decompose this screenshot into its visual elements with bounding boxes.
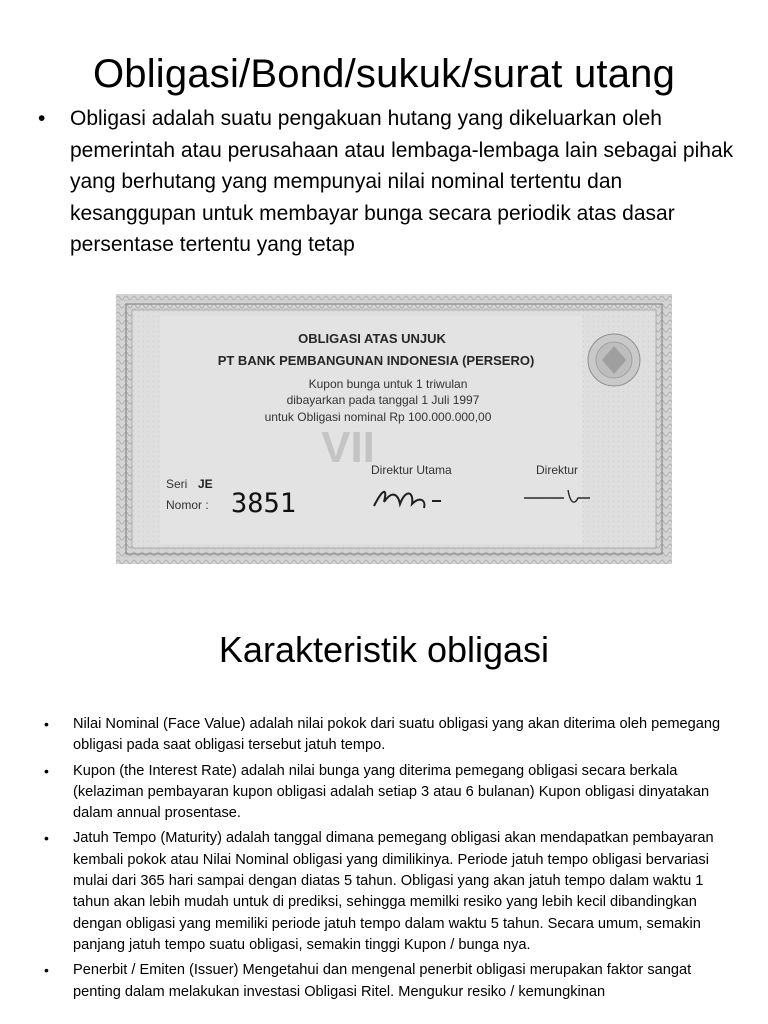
bullet-icon: • xyxy=(44,716,49,732)
certificate-line-3: untuk Obligasi nominal Rp 100.000.000,00 xyxy=(264,410,492,424)
list-item-text: Jatuh Tempo (Maturity) adalah tanggal dimana pemegang obligasi akan mendapatkan pembayaran kembali pokok atau Nilai Nominal obligasi yang dimilikinya. Periode jatuh tempo obligasi bervariasi mulai dari 365 hari sampai dengan diatas 5 tahun. Obligasi yang akan jatuh tempo dalam waktu 1 tahun akan lebih mudah untuk di prediksi, sehingga memilki resiko yang lebih kecil dibandingkan dengan obligasi yang memiliki periode jatuh tempo dalam waktu 5 tahun. Secara umum, semakin panjang jatuh tempo suatu obligasi, semakin tinggi Kupon / bunga nya. xyxy=(73,830,714,953)
seri-value: JE xyxy=(198,477,213,491)
definition-text: Obligasi adalah suatu pengakuan hutang yang dikeluarkan oleh pemerintah atau perusahaan atau lembaga-lembaga lain sebagai pihak yang berhutang yang mempunyai nilai nominal tertentu dan kesanggupan untuk membayar bunga secara periodik atas dasar persentase tertentu yang tetap xyxy=(70,107,734,256)
list-item xyxy=(40,828,730,956)
signer-1-label: Direktur Utama xyxy=(371,463,452,477)
nomor-value: 3851 xyxy=(231,488,297,519)
coupon-watermark: VII xyxy=(321,423,375,472)
seri-label: Seri xyxy=(166,477,188,491)
list-item-text: Kupon (the Interest Rate) adalah nilai bunga yang diterima pemegang obligasi secara berkala (kelaziman pembayaran kupon obligasi adalah setiap 3 atau 6 bulanan) Kupon obligasi dinyatakan dalam annual prosentase. xyxy=(73,762,710,822)
bullet-icon: • xyxy=(44,762,49,779)
list-item xyxy=(40,960,730,1003)
definition-list xyxy=(38,103,753,261)
bullet-icon: • xyxy=(44,962,49,979)
bullet-icon: • xyxy=(44,830,49,847)
characteristics-list xyxy=(40,714,730,1007)
certificate-heading-2: PT BANK PEMBANGUNAN INDONESIA (PERSERO) xyxy=(217,353,535,368)
emblem-icon xyxy=(588,334,640,386)
certificate-line-2: dibayarkan pada tanggal 1 Juli 1997 xyxy=(286,393,480,407)
list-item-text: Penerbit / Emiten (Issuer) Mengetahui dan mengenal penerbit obligasi merupakan faktor sangat penting dalam melakukan investasi Obligasi Ritel. Mengukur resiko / kemungkinan xyxy=(73,962,692,1000)
section-title: Karakteristik obligasi xyxy=(218,629,550,670)
slide-title: Obligasi/Bond/sukuk/surat utang xyxy=(92,52,676,96)
list-item xyxy=(40,761,730,825)
nomor-label: Nomor : xyxy=(166,498,209,512)
certificate-line-1: Kupon bunga untuk 1 triwulan xyxy=(308,377,468,391)
certificate-heading-1: OBLIGASI ATAS UNJUK xyxy=(298,331,446,346)
bullet-icon: • xyxy=(38,107,46,130)
signer-2-label: Direktur xyxy=(536,463,579,477)
definition-item xyxy=(38,103,753,261)
list-item xyxy=(40,714,730,757)
list-item-text: Nilai Nominal (Face Value) adalah nilai pokok dari suatu obligasi yang akan diterima oleh pemegang obligasi pada saat obligasi tersebut jatuh tempo. xyxy=(73,716,721,754)
bond-certificate-image xyxy=(116,294,672,564)
